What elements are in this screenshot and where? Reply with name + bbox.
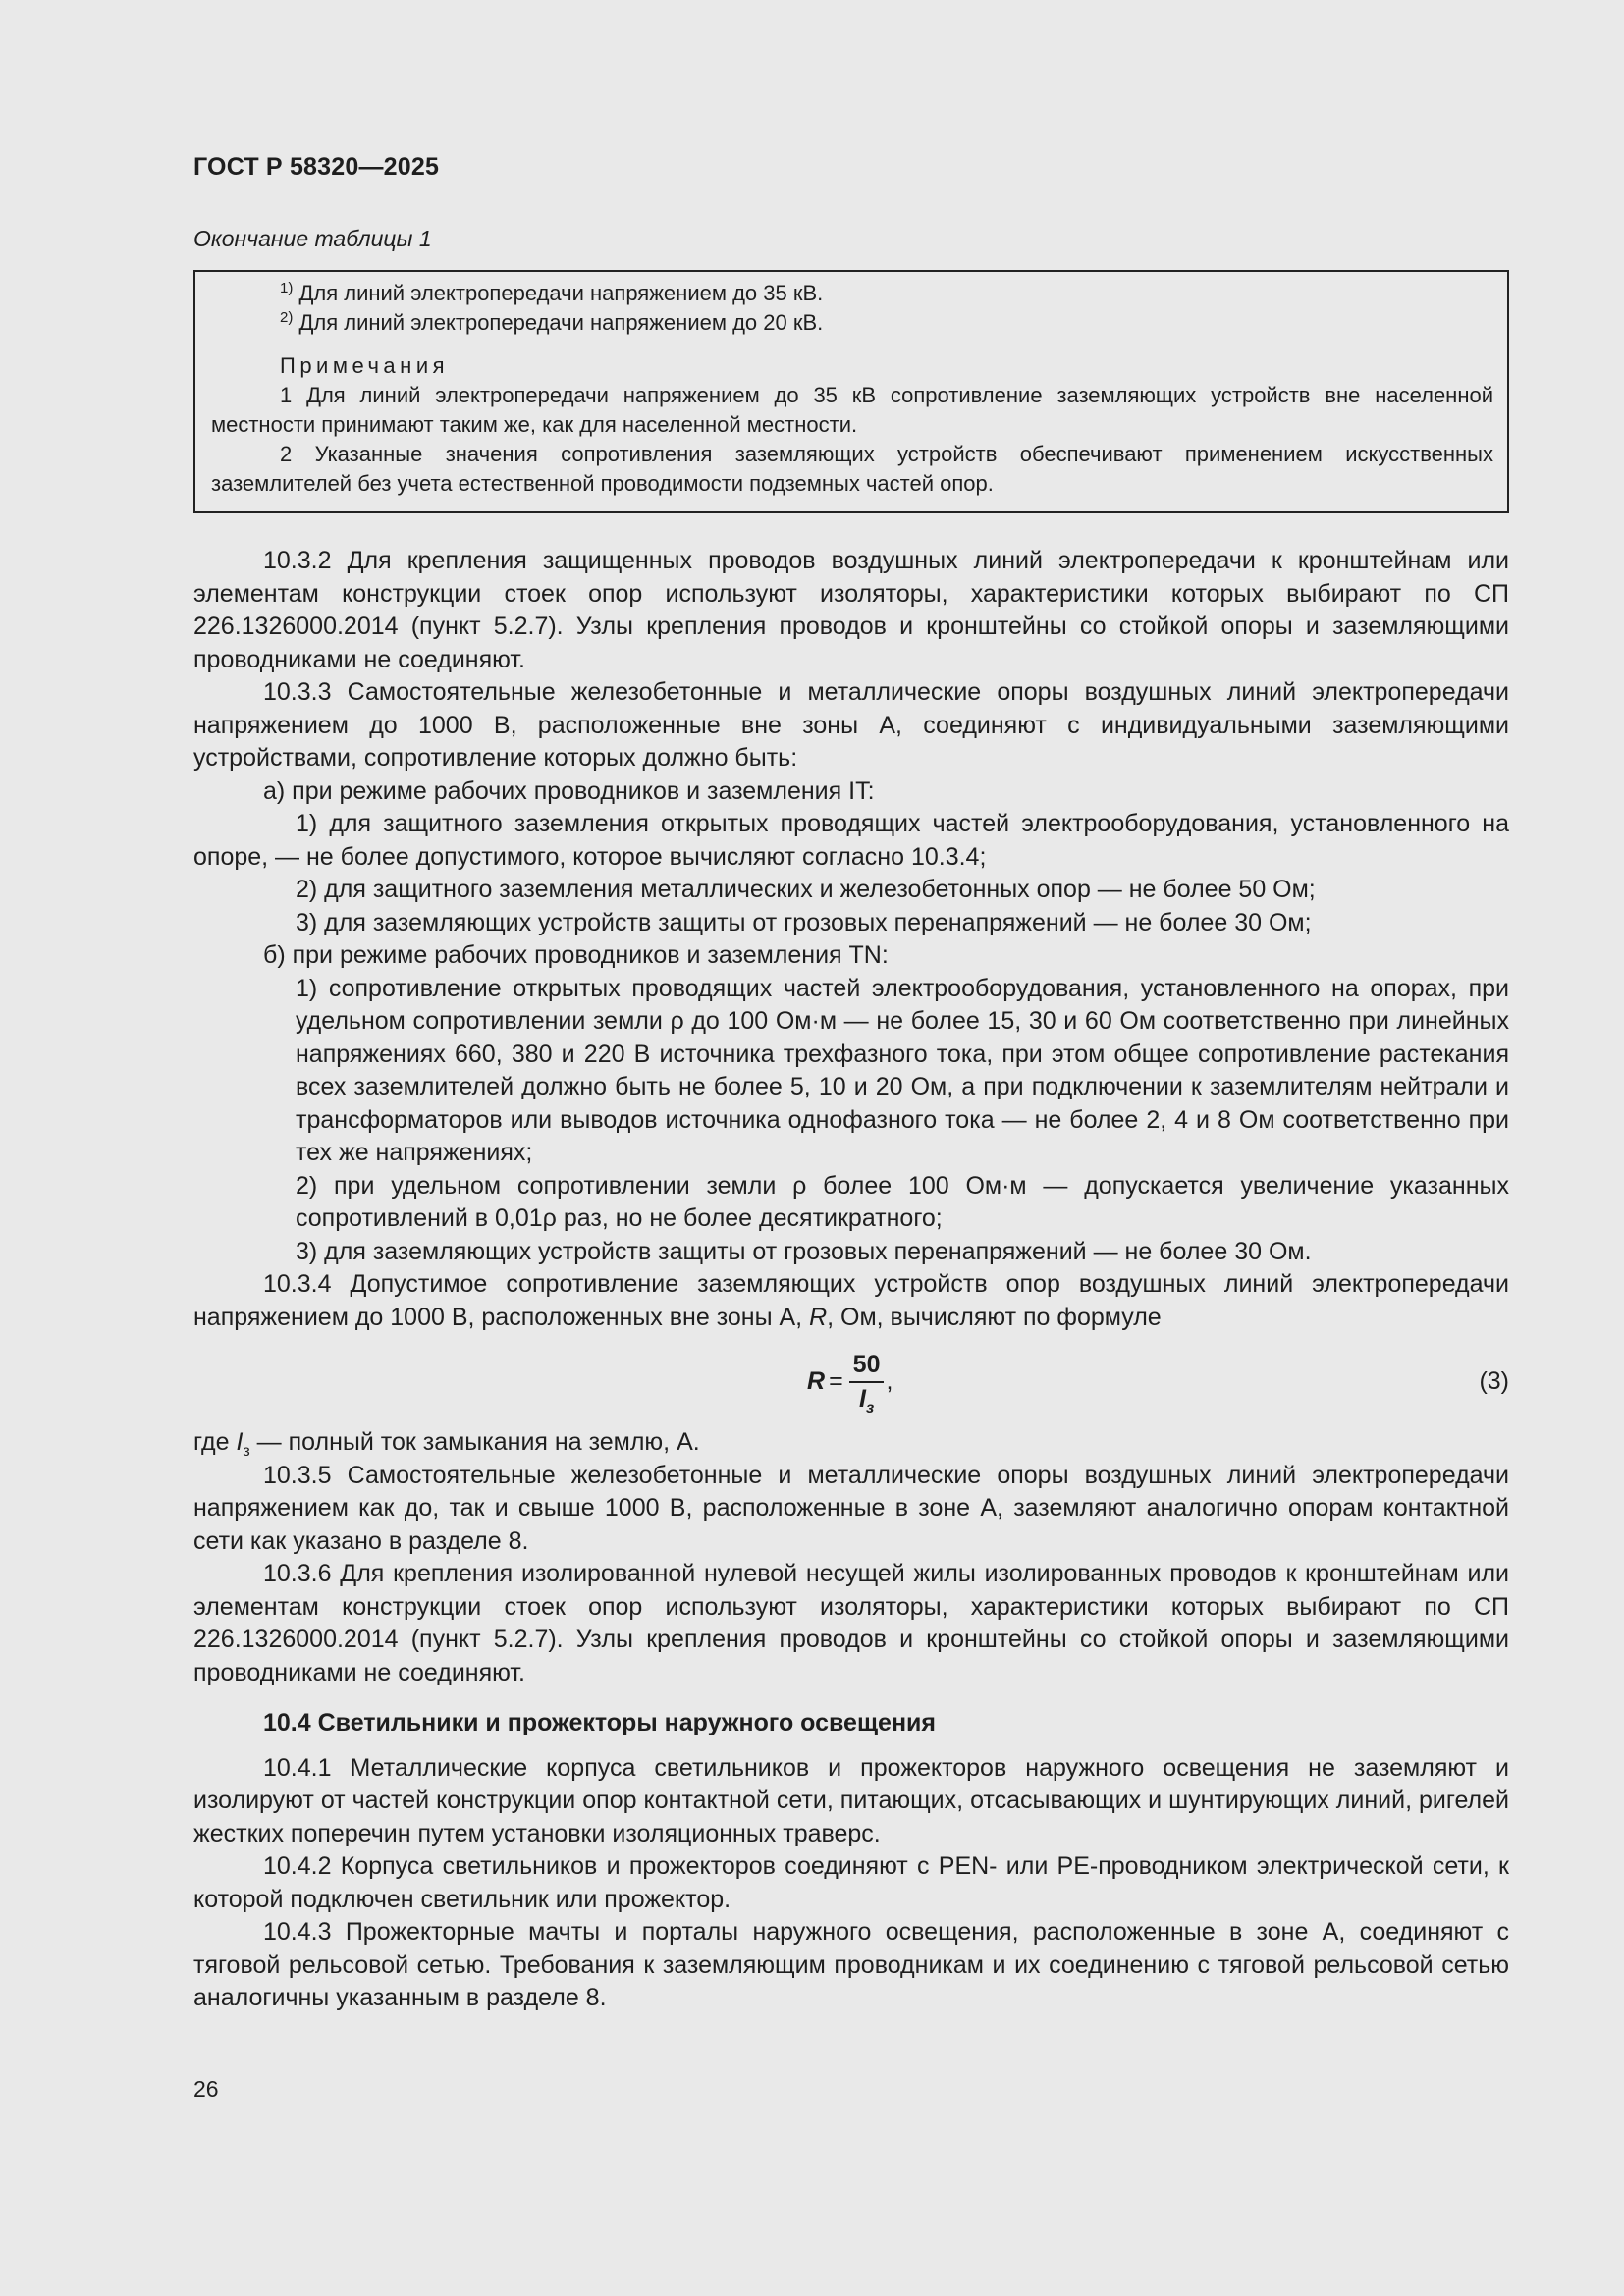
variable-subscript: з: [243, 1443, 250, 1460]
paragraph-10-3-6: 10.3.6 Для крепления изолированной нулевой несущей жилы изолированных проводов к кронштейнам или элементам конструкции стоек опор используют изоляторы, характеристики которых выбирают по СП 226.1326000.2014 (пункт 5.2.7). Узлы крепления проводов и кронштейны со стойкой опоры и заземляющими проводниками не соединяют.: [193, 1560, 1509, 1686]
formula-equals: =: [829, 1367, 843, 1396]
list-item-a: а) при режиме рабочих проводников и заземления IT:: [263, 776, 875, 805]
list-item-a2: 2) для защитного заземления металлических и железобетонных опор — не более 50 Ом;: [296, 876, 1316, 903]
footnote-2: [211, 308, 1493, 338]
paragraph-10-3-2: 10.3.2 Для крепления защищенных проводов воздушных линий электропередачи к кронштейнам или элементам конструкции стоек опор используют изоляторы, характеристики которых выбирают по СП 226.1326000.2014 (пункт 5.2.7). Узлы крепления проводов и кронштейны со стойкой опоры и заземляющими проводниками не соединяют.: [193, 547, 1509, 673]
paragraph-10-4-1: 10.4.1 Металлические корпуса светильников и прожекторов наружного освещения не заземляют и изолируют от частей конструкции опор контактной сети, питающих, отсасывающих и шунтирующих линий, ригелей жестких поперечин путем установки изоляционных траверс.: [193, 1753, 1509, 1847]
formula-number: (3): [1479, 1367, 1509, 1395]
variable-i: I: [236, 1428, 244, 1456]
note-1: 1 Для линий электропередачи напряжением до 35 кВ сопротивление заземляющих устройств вне населенной местности принимают таким же, как для населенной местности.: [211, 383, 1493, 437]
page-number: 26: [193, 2076, 219, 2102]
explanation-text: где: [193, 1428, 237, 1456]
footnote-text: Для линий электропередачи напряжением до 35 кВ.: [298, 281, 824, 305]
section-heading-10-4: 10.4 Светильники и прожекторы наружного освещения: [263, 1709, 937, 1736]
table-continuation-caption: Окончание таблицы 1: [193, 226, 432, 251]
main-text: [193, 545, 1509, 2015]
paragraph-text: , Ом, вычисляют по формуле: [827, 1303, 1162, 1331]
formula-explanation: [193, 1426, 1509, 1460]
paragraph-10-3-4: [193, 1268, 1509, 1334]
variable-r: R: [809, 1303, 828, 1331]
note-2: 2 Указанные значения сопротивления заземляющих устройств обеспечивают применением искусственных заземлителей без учета естественной проводимости подземных частей опор.: [211, 442, 1493, 496]
paragraph-10-4-3: 10.4.3 Прожекторные мачты и порталы наружного освещения, расположенные в зоне А, соединяют с тяговой рельсовой сетью. Требования к заземляющим проводникам и их соединению с тяговой рельсовой сетью аналогичны указанным в разделе 8.: [193, 1918, 1509, 2011]
paragraph-10-4-2: 10.4.2 Корпуса светильников и прожекторов соединяют с PEN- или PE-проводником электрической сети, к которой подключен светильник или прожектор.: [193, 1852, 1509, 1913]
paragraph-10-3-3: 10.3.3 Самостоятельные железобетонные и металлические опоры воздушных линий электропередачи напряжением до 1000 В, расположенные вне зоны А, соединяют с индивидуальными заземляющими устройствами, сопротивление которых должно быть:: [193, 678, 1509, 772]
paragraph-10-3-5: 10.3.5 Самостоятельные железобетонные и металлические опоры воздушных линий электропередачи напряжением как до, так и свыше 1000 В, расположенные в зоне А, заземляют аналогично опорам контактной сети как указано в разделе 8.: [193, 1461, 1509, 1555]
formula-expression: [807, 1342, 893, 1422]
denominator-var: I: [859, 1385, 866, 1413]
formula-fraction: [849, 1349, 885, 1416]
formula-3: [193, 1342, 1509, 1426]
document-header: ГОСТ Р 58320—2025: [193, 153, 440, 181]
list-item-b3: 3) для заземляющих устройств защиты от грозовых перенапряжений — не более 30 Ом.: [296, 1237, 1312, 1265]
footnote-1: [211, 279, 1493, 308]
list-item-b2: 2) при удельном сопротивлении земли ρ более 100 Ом·м — допускается увеличение указанных сопротивлений в 0,01ρ раз, но не более десятикратного;: [296, 1171, 1509, 1232]
explanation-text: — полный ток замыкания на землю, А.: [249, 1428, 700, 1456]
footnote-mark: 2): [280, 309, 294, 326]
list-item-a1: 1) для защитного заземления открытых проводящих частей электрооборудования, установленного на опоре, — не более допустимого, которое вычисляют согласно 10.3.4;: [193, 810, 1509, 871]
denominator-subscript: з: [865, 1400, 875, 1416]
paragraph-text: 10.3.4 Допустимое сопротивление заземляющих устройств опор воздушных линий электропередачи напряжением до 1000 В, расположенных вне зоны А,: [193, 1270, 1509, 1331]
list-item-b: б) при режиме рабочих проводников и заземления TN:: [263, 941, 889, 969]
formula-lhs: R: [807, 1367, 826, 1396]
table-footnotes-box: [193, 270, 1509, 513]
footnote-text: Для линий электропередачи напряжением до 20 кВ.: [298, 310, 824, 335]
footnote-mark: 1): [280, 280, 294, 296]
formula-numerator: 50: [849, 1349, 885, 1384]
list-item-a3: 3) для заземляющих устройств защиты от грозовых перенапряжений — не более 30 Ом;: [296, 908, 1312, 936]
formula-comma: ,: [886, 1367, 893, 1396]
formula-denominator: [859, 1383, 874, 1416]
notes-title: Примечания: [280, 353, 450, 378]
list-item-b1: 1) сопротивление открытых проводящих частей электрооборудования, установленного на опорах, при удельном сопротивлении земли ρ до 100 Ом·м — не более 15, 30 и 60 Ом соответственно при линейных напряжениях 660, 380 и 220 В источника трехфазного тока, при этом общее сопротивление растекания всех заземлителей должно быть не более 5, 10 и 20 Ом, а при подключении к заземлителям нейтрали и трансформаторов или выводов источника однофазного тока — не более 2, 4 и 8 Ом соответственно при тех же напряжениях;: [296, 974, 1509, 1166]
